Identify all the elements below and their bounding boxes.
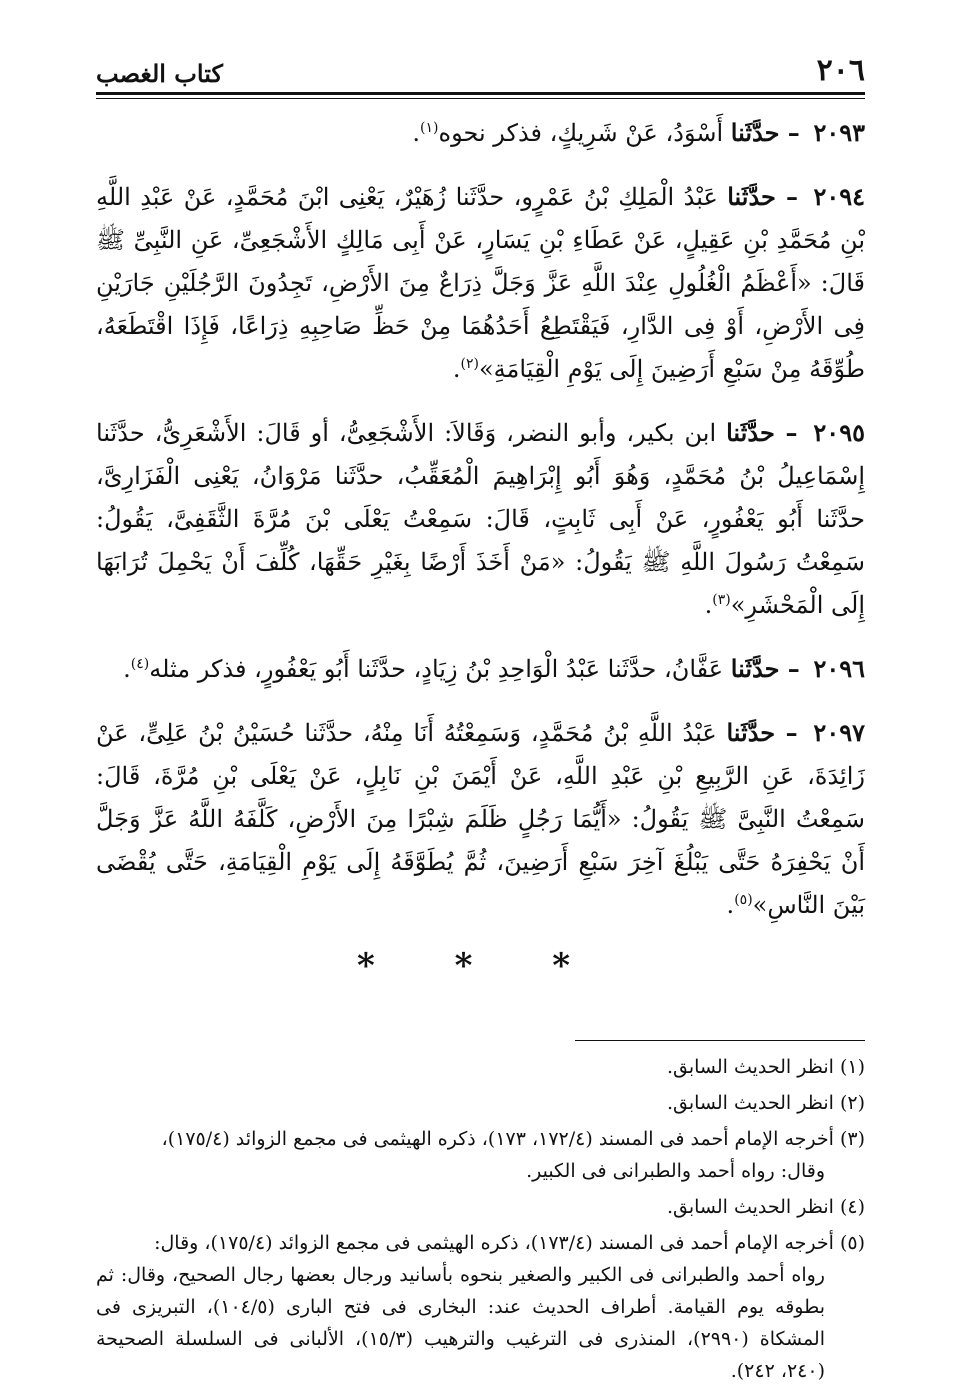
footnote-3 xyxy=(96,1123,865,1187)
footnote-marker: (٤) xyxy=(839,1196,865,1218)
footnote-text: انظر الحديث السابق. xyxy=(666,1092,834,1114)
header-rule-thick xyxy=(96,92,865,95)
book-title: كتاب الغصب xyxy=(96,59,223,88)
hadith-text: أَسْوَدُ، عَنْ شَرِيكٍ، فذكر نحوه xyxy=(438,119,724,147)
hadith-number: ٢٠٩٦ xyxy=(813,654,865,683)
hadith-text: عَبْدُ الْمَلِكِ بْنُ عَمْرٍو، حدَّثَنا زُهَيْرٌ، يَعْنِى ابْنَ مُحَمَّدٍ، عَنْ عَبْدِ اللَّهِ بْنِ مُحَمَّدِ بْنِ عَقِيلٍ، عَنْ عَطَاءِ بْنِ يَسَارٍ، عَنْ أَبِى مَالِكٍ الأَشْجَعِىِّ، عَنِ النَّبِىِّ ﷺ قَالَ: «أَعْظَمُ الْغُلُولِ عِنْدَ اللَّهِ عَزَّ وَجَلَّ ذِرَاعٌ مِنَ الأَرْضِ، تَجِدُونَ الرَّجُلَيْنِ جَارَيْنِ فِى الأَرْضِ، أَوْ فِى الدَّارِ، فَيَقْتَطِعُ أَحَدُهُمَا مِنْ حَظِّ صَاحِبِهِ ذِرَاعًا، فَإِذَا اقْتَطَعَهُ، طُوِّقَهُ مِنْ سَبْعِ أَرَضِينَ إِلَى يَوْمِ الْقِيَامَةِ» xyxy=(96,183,866,383)
footnote-text: انظر الحديث السابق. xyxy=(666,1196,834,1218)
footnote-ref[interactable]: (٤) xyxy=(130,656,150,672)
footnote-ref[interactable]: (٥) xyxy=(734,892,753,908)
footnote-text-cont: وقال: رواه أحمد والطبرانى فى الكبير. xyxy=(526,1160,825,1182)
hadith-end: . xyxy=(726,891,735,919)
hadith-text: ابن بكير، وأبو النضر، وَقَالاَ: الأَشْجَعِىُّ، أو قَالَ: الأَشْعَرِىُّ، حدَّثَنا إِسْمَاعِيلُ بْنُ مُحَمَّدٍ، وَهُوَ أَبُو إِبْرَاهِيمَ الْمُعَقِّبُ، حدَّثَنا مَرْوَانُ، يَعْنِى الْفَزَارِىَّ، حدَّثَنا أَبُو يَعْفُورٍ، عَنْ أَبِى ثَابِتٍ، قَالَ: سَمِعْتُ يَعْلَى بْنَ مُرَّةَ الثَّقَفِىَّ، يَقُولُ: سَمِعْتُ رَسُولَ اللَّهِ ﷺ يَقُولُ: «مَنْ أَخَذَ أَرْضًا بِغَيْرِ حَقِّهَا، كُلِّفَ أَنْ يَحْمِلَ تُرَابَهَا إِلَى الْمَحْشَرِ» xyxy=(96,419,865,619)
hadith-lead: – حدَّثَنا xyxy=(730,654,800,683)
footnote-1 xyxy=(96,1051,865,1083)
hadith-end: . xyxy=(123,655,131,683)
hadith-text: عَبْدُ اللَّهِ بْنُ مُحَمَّدٍ، وَسَمِعْتُهُ أَنَا مِنْهُ، حدَّثَنا حُسَيْنُ بْنُ عَلِىٍّ، عَنْ زَائِدَةَ، عَنِ الرَّبِيعِ بْنِ عَبْدِ اللَّهِ، عَنْ أَيْمَنَ بْنِ نَابِلٍ، عَنْ يَعْلَى بْنِ مُرَّةَ، قَالَ: سَمِعْتُ النَّبِىَّ ﷺ يَقُولُ: «أَيُّمَا رَجُلٍ ظَلَمَ شِبْرًا مِنَ الأَرْضِ، كَلَّفَهُ اللَّهُ عَزَّ وَجَلَّ أَنْ يَحْفِرَهُ حَتَّى يَبْلُغَ آخِرَ سَبْعِ أَرَضِينَ، ثُمَّ يُطَوَّقَهُ إِلَى يَوْمِ الْقِيَامَةِ، حَتَّى يُقْضَى بَيْنَ النَّاسِ» xyxy=(96,719,865,919)
hadith-2097 xyxy=(96,711,865,927)
footnote-text: أخرجه الإمام أحمد فى المسند (١٧٣/٤)، ذكره الهيثمى فى مجمع الزوائد (١٧٥/٤)، وقال: xyxy=(154,1232,834,1254)
footnote-marker: (٣) xyxy=(839,1128,865,1150)
hadith-end: . xyxy=(704,591,713,619)
footnote-ref[interactable]: (١) xyxy=(420,120,439,136)
hadith-end: . xyxy=(412,119,421,147)
footnote-marker: (٥) xyxy=(839,1232,865,1254)
footnotes xyxy=(96,1051,865,1387)
hadith-2095 xyxy=(96,411,865,627)
footnote-ref[interactable]: (٢) xyxy=(460,356,479,372)
footnote-marker: (٢) xyxy=(839,1092,865,1114)
page-number: ٢٠٦ xyxy=(816,53,865,88)
hadith-lead: – حدَّثَنا xyxy=(726,418,798,447)
header-rule-thin xyxy=(96,98,865,99)
hadith-number: ٢٠٩٥ xyxy=(813,418,865,447)
footnote-2 xyxy=(96,1087,865,1119)
hadith-end: . xyxy=(452,355,461,383)
section-separator: * * * xyxy=(356,946,604,986)
hadith-number: ٢٠٩٣ xyxy=(813,118,865,147)
footnote-text: أخرجه الإمام أحمد فى المسند (١٧٢/٤، ١٧٣)، ذكره الهيثمى فى مجمع الزوائد (١٧٥/٤)، xyxy=(161,1128,834,1150)
hadith-number: ٢٠٩٧ xyxy=(813,718,865,747)
hadith-lead: – حدَّثَنا xyxy=(727,182,799,211)
footnote-text: انظر الحديث السابق. xyxy=(666,1056,834,1078)
hadith-2093 xyxy=(96,111,865,155)
hadith-text: عَفَّانُ، حدَّثَنا عَبْدُ الْوَاحِدِ بْنُ زِيَادٍ، حدَّثَنا أَبُو يَعْفُورٍ، فذكر مثله xyxy=(149,655,724,683)
hadith-2096 xyxy=(96,647,865,691)
page-header xyxy=(96,48,865,88)
footnote-marker: (١) xyxy=(839,1056,865,1078)
main-text xyxy=(96,111,865,988)
footnote-4 xyxy=(96,1191,865,1223)
footnote-text-cont: رواه أحمد والطبرانى فى الكبير والصغير بنحوه بأسانيد ورجال بعضها رجال الصحيح، وقال: ثم بطوقه يوم القيامة. أطراف الحديث عند: البخارى فى فتح البارى (١٠٤/٥)، التبريزى فى المشكاة (٢٩٩٠)، المنذرى فى الترغيب والترهيب (١٥/٣)، الألبانى فى السلسلة الصحيحة (٢٤٠، ٢٤٢). xyxy=(96,1264,825,1382)
hadith-2094 xyxy=(96,175,865,391)
hadith-number: ٢٠٩٤ xyxy=(813,182,866,211)
footnote-ref[interactable]: (٣) xyxy=(712,592,731,608)
footnote-5 xyxy=(96,1227,865,1387)
footnote-divider xyxy=(575,1040,865,1041)
hadith-lead: – حدَّثَنا xyxy=(726,718,798,747)
hadith-lead: – حدَّثَنا xyxy=(730,118,800,147)
